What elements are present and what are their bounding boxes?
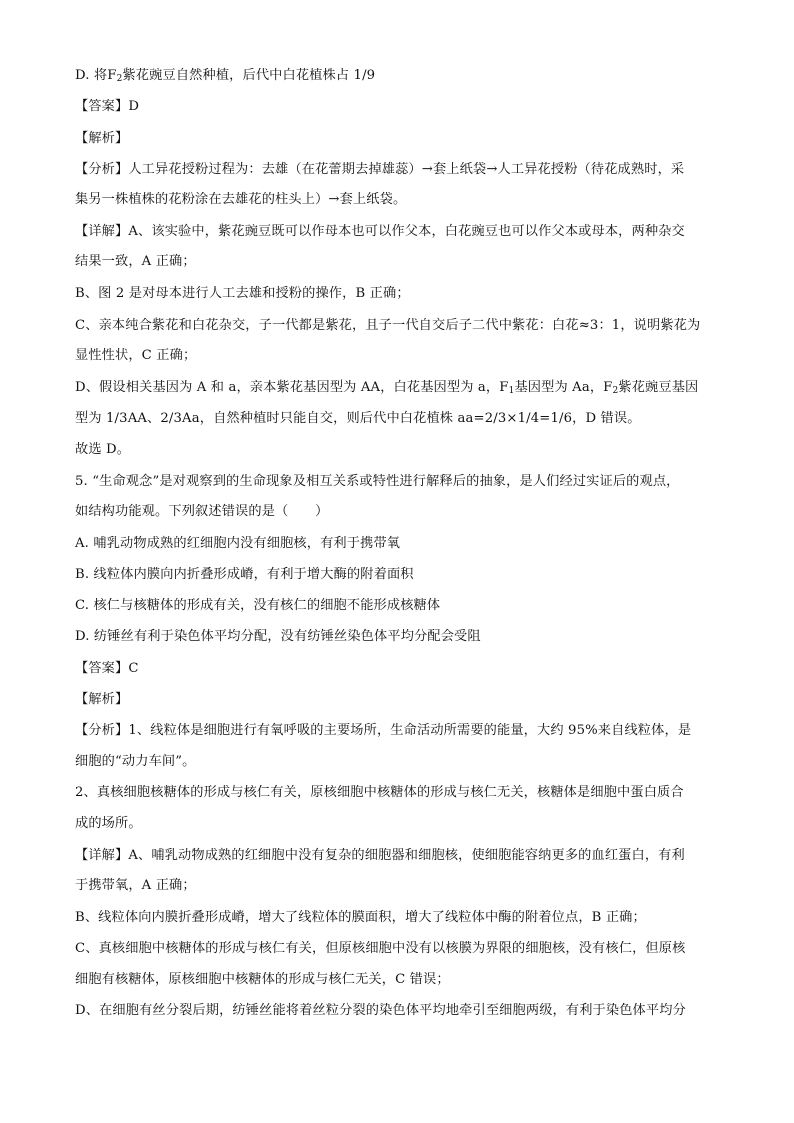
answer-label-q5: 【答案】C xyxy=(75,661,139,676)
detail-text-q4-line7: 型为 1/3AA、2/3Aa，自然种植时只能自交，则后代中白花植株 aa=2/3×1/4=1/6，D 错误。 xyxy=(75,411,641,426)
detail-text-q5-line6: D、在细胞有丝分裂后期，纺锤丝能将着丝粒分裂的染色体平均地牵引至细胞两级，有利于染色体平均分 xyxy=(75,1003,686,1018)
answer-label-q4: 【答案】D xyxy=(75,99,140,114)
analysis-text-q4-line1: 【分析】人工异花授粉过程为：去雄（在花蕾期去掉雄蕊）→套上纸袋→人工异花授粉（待花成熟时，采 xyxy=(75,162,685,177)
analysis-text-q4-line2: 集另一株植株的花粉涂在去雄花的柱头上）→套上纸袋。 xyxy=(75,192,407,207)
detail-text-q4-line5: 显性性状，C 正确； xyxy=(75,348,197,363)
analysis-label-q4: 【解析】 xyxy=(75,131,129,146)
option-d-q5: D. 纺锤丝有利于染色体平均分配，没有纺锤丝染色体平均分配会受阻 xyxy=(75,629,481,644)
option-d-q4: D. 将$F_2$紫花豌豆自然种植，后代中白花植株占 1/9 xyxy=(75,68,376,84)
analysis-label-q5: 【解析】 xyxy=(75,692,129,707)
detail-text-q5-line5: 细胞有核糖体，原核细胞中核糖体的形成与核仁无关，C 错误； xyxy=(75,972,450,987)
option-c-q5: C. 核仁与核糖体的形成有关，没有核仁的细胞不能形成核糖体 xyxy=(75,598,441,613)
conclusion-q4: 故选 D。 xyxy=(75,442,131,457)
detail-text-q5-line3: B、线粒体向内膜折叠形成嵴，增大了线粒体的膜面积，增大了线粒体中酶的附着位点，B 正确； xyxy=(75,910,646,925)
question-5-stem-line1: 5. “生命观念”是对观察到的生命现象及相互关系或特性进行解释后的抽象，是人们经过实证后的观点， xyxy=(75,474,680,489)
question-5-stem-line2: 如结构功能观。下列叙述错误的是（ ） xyxy=(75,504,329,519)
analysis-text-q5-line3: 2、真核细胞核糖体的形成与核仁有关，原核细胞中核糖体的形成与核仁无关，核糖体是细胞中蛋白质合 xyxy=(75,785,684,800)
detail-text-q5-line4: C、真核细胞中核糖体的形成与核仁有关，但原核细胞中没有以核膜为界限的细胞核，没有核仁，但原核 xyxy=(75,941,686,956)
detail-text-q5-line2: 于携带氧，A 正确； xyxy=(75,878,196,893)
detail-text-q4-line4: C、亲本纯合紫花和白花杂交，子一代都是紫花，且子一代自交后子二代中紫花：白花≈3：1，说明紫花为 xyxy=(75,318,701,333)
detail-text-q4-line2: 结果一致，A 正确； xyxy=(75,254,196,269)
option-b-q5: B. 线粒体内膜向内折叠形成嵴，有利于增大酶的附着面积 xyxy=(75,567,414,582)
analysis-text-q5-line2: 细胞的“动力车间”。 xyxy=(75,754,196,769)
option-a-q5: A. 哺乳动物成熟的红细胞内没有细胞核，有利于携带氧 xyxy=(75,536,401,551)
analysis-text-q5-line4: 成的场所。 xyxy=(75,816,142,831)
detail-text-q5-line1: 【详解】A、哺乳动物成熟的红细胞中没有复杂的细胞器和细胞核，使细胞能容纳更多的血红蛋白，有利 xyxy=(75,848,685,863)
analysis-text-q5-line1: 【分析】1、线粒体是细胞进行有氧呼吸的主要场所，生命活动所需要的能量，大约 95%来自线粒体，是 xyxy=(75,723,692,738)
detail-text-q4-line1: 【详解】A、该实验中，紫花豌豆既可以作母本也可以作父本，白花豌豆也可以作父本或母本，两种杂交 xyxy=(75,224,685,239)
detail-text-q4-line6: D、假设相关基因为 A 和 a，亲本紫花基因型为 AA，白花基因型为 a，$F_1$基因型为 Aa，$F_2$紫花豌豆基因 xyxy=(75,380,699,396)
detail-text-q4-line3: B、图 2 是对母本进行人工去雄和授粉的操作，B 正确； xyxy=(75,286,410,301)
